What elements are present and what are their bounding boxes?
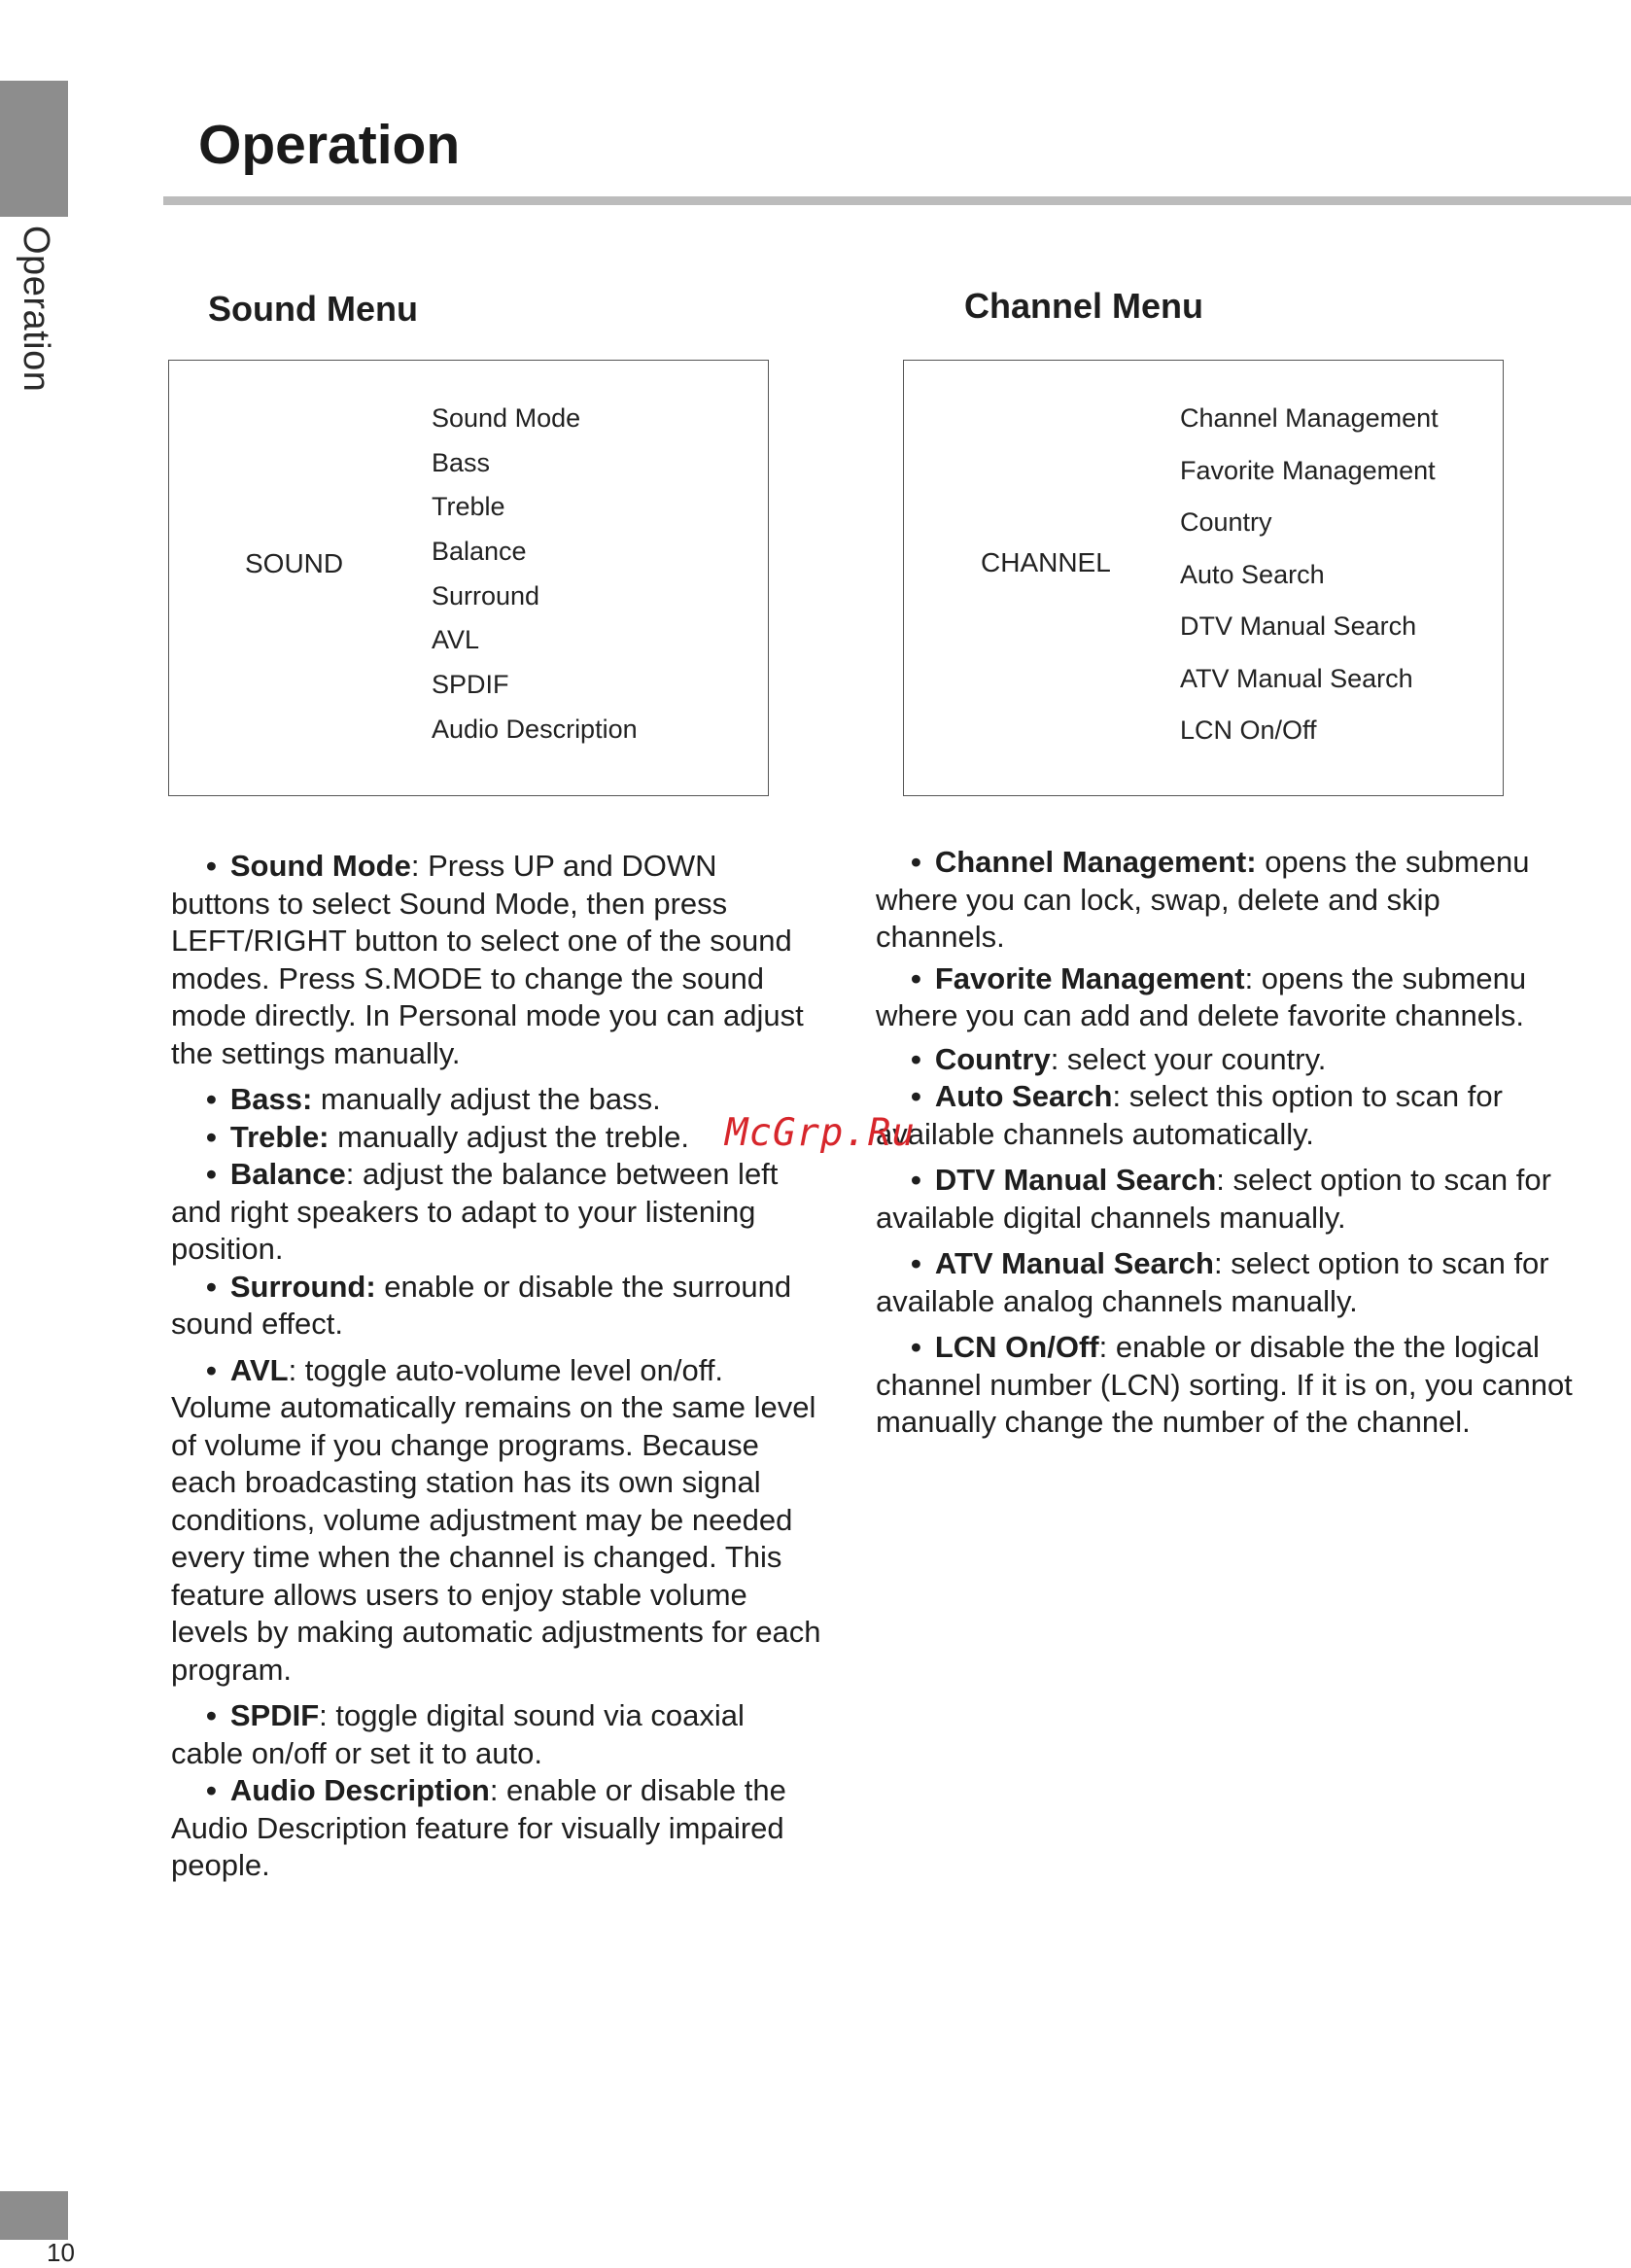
desc-lcn-on-off: • LCN On/Off: enable or disable the the logical channel number (LCN) sorting. If it is on, you cannot manually change the number of the channel. (876, 1329, 1576, 1442)
channel-menu-diagram (903, 360, 1504, 796)
channel-menu-root-label: CHANNEL (981, 547, 1111, 577)
channel-menu-item: ATV Manual Search (1180, 663, 1413, 693)
desc-atv-manual-search: • ATV Manual Search: select option to scan for available analog channels manually. (876, 1245, 1576, 1320)
desc-spdif: • SPDIF: toggle digital sound via coaxial cable on/off or set it to auto. (171, 1697, 822, 1772)
sound-menu-heading: Sound Menu (208, 289, 418, 329)
footer-tab-marker (0, 2191, 68, 2240)
sound-menu-item: SPDIF (432, 670, 509, 700)
sound-menu-item: Sound Mode (432, 403, 581, 433)
channel-menu-item: Auto Search (1180, 559, 1325, 589)
sound-menu-item: Treble (432, 492, 505, 522)
desc-auto-search: • Auto Search: select this option to scan for available channels automatically. (876, 1078, 1576, 1153)
desc-sound-mode: • Sound Mode: Press UP and DOWN buttons to select Sound Mode, then press LEFT/RIGHT button to select one of the sound modes. Press S.MODE to change the sound mode directly. In Personal mode you can adjust the settings manually. (171, 848, 822, 1072)
sound-menu-item: Bass (432, 447, 491, 477)
desc-country: • Country: select your country. (876, 1041, 1576, 1079)
page-title: Operation (198, 114, 461, 176)
sound-menu-root-label: SOUND (245, 548, 344, 578)
sound-descriptions (171, 848, 822, 1885)
channel-menu-heading: Channel Menu (964, 286, 1204, 326)
desc-channel-management: • Channel Management: opens the submenu where you can lock, swap, delete and skip channels. (876, 844, 1576, 957)
desc-avl: • AVL: toggle auto-volume level on/off. Volume automatically remains on the same level of volume if you change programs. Because each broadcasting station has its own signal conditions, volume adjustment may be needed every time when the channel is changed. This feature allows users to enjoy stable volume levels by making automatic adjustments for each program. (171, 1352, 822, 1690)
sound-menu-item: AVL (432, 625, 480, 655)
desc-dtv-manual-search: • DTV Manual Search: select option to scan for available digital channels manually. (876, 1162, 1576, 1237)
channel-menu-item: LCN On/Off (1180, 715, 1317, 745)
channel-descriptions (876, 844, 1576, 1442)
desc-bass: • Bass: manually adjust the bass. (171, 1081, 822, 1119)
channel-menu-item: Favorite Management (1180, 455, 1436, 485)
sound-menu-item: Surround (432, 580, 540, 611)
sound-menu-item: Balance (432, 537, 527, 567)
desc-surround: • Surround: enable or disable the surround sound effect. (171, 1269, 822, 1343)
desc-audio-description: • Audio Description: enable or disable the Audio Description feature for visually impaired people. (171, 1772, 822, 1885)
channel-menu-item: Country (1180, 507, 1272, 537)
channel-menu-items (1180, 403, 1439, 768)
sound-menu-diagram (168, 360, 769, 796)
sound-menu-item: Audio Description (432, 714, 638, 744)
side-tab-marker (0, 81, 68, 217)
channel-menu-item: Channel Management (1180, 403, 1439, 433)
sound-menu-items (432, 403, 638, 759)
channel-menu-item: DTV Manual Search (1180, 611, 1417, 641)
title-divider (163, 196, 1631, 205)
page-number: 10 (47, 2238, 75, 2267)
desc-favorite-management: • Favorite Management: opens the submenu where you can add and delete favorite channels. (876, 960, 1576, 1035)
desc-treble: • Treble: manually adjust the treble. (171, 1119, 822, 1157)
desc-balance: • Balance: adjust the balance between left and right speakers to adapt to your listening position. (171, 1156, 822, 1269)
watermark: McGrp.Ru (725, 1111, 916, 1155)
side-section-label: Operation (16, 226, 56, 393)
